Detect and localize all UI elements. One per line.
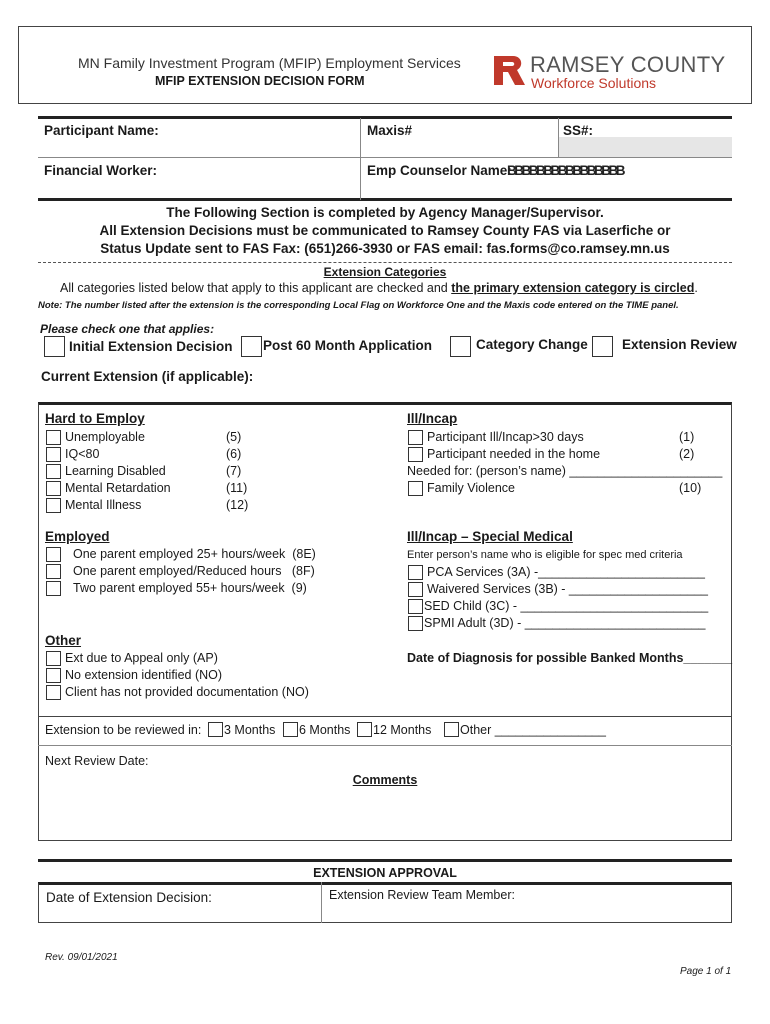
divider bbox=[360, 118, 361, 200]
ill-incap-30-code: (1) bbox=[679, 430, 695, 444]
appeal-label: Ext due to Appeal only (AP) bbox=[65, 651, 218, 665]
review-other-checkbox[interactable] bbox=[444, 722, 459, 737]
needed-home-checkbox[interactable] bbox=[408, 447, 423, 462]
divider bbox=[38, 745, 732, 746]
review-3-months-label: 3 Months bbox=[224, 723, 276, 737]
divider bbox=[38, 859, 732, 862]
next-review-date-field[interactable]: Next Review Date: bbox=[45, 754, 149, 768]
participant-name-label: Participant Name: bbox=[44, 123, 159, 138]
employed-25-label: One parent employed 25+ hours/week (8E) bbox=[73, 547, 316, 561]
needed-for-field[interactable]: Needed for: (person’s name) ______________________ bbox=[407, 464, 723, 478]
maxis-label: Maxis# bbox=[367, 123, 413, 138]
unemployable-checkbox[interactable] bbox=[46, 430, 61, 445]
spmi-adult-label[interactable]: SPMI Adult (3D) - __________________________ bbox=[424, 616, 706, 630]
family-violence-label: Family Violence bbox=[427, 481, 516, 495]
program-name: MN Family Investment Program (MFIP) Employment Services bbox=[78, 55, 461, 71]
ss-label: SS#: bbox=[563, 123, 594, 138]
appeal-checkbox[interactable] bbox=[46, 651, 61, 666]
comments-area[interactable] bbox=[39, 790, 731, 840]
extension-review-label: Extension Review bbox=[622, 337, 737, 352]
no-documentation-checkbox[interactable] bbox=[46, 685, 61, 700]
iq-code: (6) bbox=[226, 447, 242, 461]
categories-note: Note: The number listed after the extension is the corresponding Local Flag on Workforce One and the Maxis code entered on the TIME panel. bbox=[38, 300, 679, 311]
form-title: MFIP EXTENSION DECISION FORM bbox=[155, 74, 365, 88]
ramsey-logo-icon bbox=[493, 54, 527, 88]
current-extension-label: Current Extension (if applicable): bbox=[41, 369, 254, 384]
employed-55-label: Two parent employed 55+ hours/week (9) bbox=[73, 581, 307, 595]
initial-extension-checkbox[interactable] bbox=[44, 336, 65, 357]
category-change-label: Category Change bbox=[476, 337, 588, 352]
review-12-months-label: 12 Months bbox=[373, 723, 432, 737]
emp-counselor-value[interactable]: BBBBBBBBBBBBBBBB bbox=[507, 163, 623, 178]
employed-reduced-label: One parent employed/Reduced hours (8F) bbox=[73, 564, 315, 578]
mental-illness-checkbox[interactable] bbox=[46, 498, 61, 513]
sed-child-checkbox[interactable] bbox=[408, 599, 423, 614]
employed-25-checkbox[interactable] bbox=[46, 547, 61, 562]
instruction-end: . bbox=[694, 281, 698, 295]
page-number: Page 1 of 1 bbox=[680, 966, 732, 977]
post-60-month-checkbox[interactable] bbox=[241, 336, 262, 357]
extension-review-checkbox[interactable] bbox=[592, 336, 613, 357]
mental-retardation-checkbox[interactable] bbox=[46, 481, 61, 496]
waivered-services-label[interactable]: Waivered Services (3B) - ____________________ bbox=[427, 582, 708, 596]
post-60-month-label: Post 60 Month Application bbox=[263, 338, 433, 353]
diagnosis-date-field[interactable]: Date of Diagnosis for possible Banked Months_______ bbox=[407, 651, 733, 665]
instruction-text: All categories listed below that apply to this applicant are checked and bbox=[60, 281, 452, 295]
instruction-bold-text: the primary extension category is circled bbox=[451, 281, 695, 295]
agency-line-1: The Following Section is completed by Agency Manager/Supervisor. bbox=[166, 205, 604, 220]
no-documentation-label: Client has not provided documentation (NO) bbox=[65, 685, 309, 699]
learning-disabled-label: Learning Disabled bbox=[65, 464, 166, 478]
emp-counselor-label: Emp Counselor Name: bbox=[367, 163, 512, 178]
ss-shaded-field[interactable] bbox=[559, 137, 732, 157]
review-6-months-label: 6 Months bbox=[299, 723, 351, 737]
extension-decision-date-field[interactable]: Date of Extension Decision: bbox=[46, 890, 212, 905]
agency-line-3: Status Update sent to FAS Fax: (651)266-3930 or FAS email: fas.forms@co.ramsey.mn.us bbox=[100, 241, 670, 256]
no-extension-label: No extension identified (NO) bbox=[65, 668, 223, 682]
approval-title: EXTENSION APPROVAL bbox=[313, 866, 457, 880]
mental-retardation-label: Mental Retardation bbox=[65, 481, 171, 495]
categories-heading: Extension Categories bbox=[323, 265, 447, 279]
logo-main-text: RAMSEY COUNTY bbox=[530, 52, 726, 77]
other-title: Other bbox=[45, 633, 82, 648]
mental-illness-code: (12) bbox=[226, 498, 249, 512]
family-violence-code: (10) bbox=[679, 481, 702, 495]
review-label: Extension to be reviewed in: bbox=[45, 723, 202, 737]
no-extension-checkbox[interactable] bbox=[46, 668, 61, 683]
category-change-checkbox[interactable] bbox=[450, 336, 471, 357]
review-12-months-checkbox[interactable] bbox=[357, 722, 372, 737]
agency-line-2: All Extension Decisions must be communicated to Ramsey County FAS via Laserfiche or bbox=[99, 223, 671, 238]
review-team-member-field[interactable]: Extension Review Team Member: bbox=[329, 888, 515, 902]
ill-incap-30-checkbox[interactable] bbox=[408, 430, 423, 445]
unemployable-code: (5) bbox=[226, 430, 242, 444]
unemployable-label: Unemployable bbox=[65, 430, 145, 444]
initial-extension-label: Initial Extension Decision bbox=[69, 339, 233, 354]
divider bbox=[38, 157, 732, 158]
pca-services-label[interactable]: PCA Services (3A) -________________________ bbox=[427, 565, 705, 579]
financial-worker-label: Financial Worker: bbox=[44, 163, 158, 178]
logo-sub-text: Workforce Solutions bbox=[531, 75, 657, 91]
pca-services-checkbox[interactable] bbox=[408, 565, 423, 580]
review-6-months-checkbox[interactable] bbox=[283, 722, 298, 737]
dashed-divider bbox=[38, 262, 732, 263]
employed-title: Employed bbox=[45, 529, 110, 544]
divider bbox=[321, 882, 322, 923]
divider bbox=[38, 198, 732, 201]
comments-heading: Comments bbox=[352, 773, 418, 787]
ill-incap-title: Ill/Incap bbox=[407, 411, 458, 426]
sed-child-label[interactable]: SED Child (3C) - ___________________________ bbox=[424, 599, 709, 613]
learning-disabled-code: (7) bbox=[226, 464, 242, 478]
ill-incap-30-label: Participant Ill/Incap>30 days bbox=[427, 430, 584, 444]
check-one-label: Please check one that applies: bbox=[40, 322, 215, 336]
needed-home-label: Participant needed in the home bbox=[427, 447, 601, 461]
employed-reduced-checkbox[interactable] bbox=[46, 564, 61, 579]
iq-label: IQ<80 bbox=[65, 447, 100, 461]
mental-retardation-code: (11) bbox=[226, 481, 248, 495]
spmi-adult-checkbox[interactable] bbox=[408, 616, 423, 631]
family-violence-checkbox[interactable] bbox=[408, 481, 423, 496]
learning-disabled-checkbox[interactable] bbox=[46, 464, 61, 479]
hard-to-employ-title: Hard to Employ bbox=[45, 411, 145, 426]
review-3-months-checkbox[interactable] bbox=[208, 722, 223, 737]
review-other-label[interactable]: Other ________________ bbox=[460, 723, 606, 737]
waivered-services-checkbox[interactable] bbox=[408, 582, 423, 597]
categories-instruction bbox=[60, 281, 698, 295]
mental-illness-label: Mental Illness bbox=[65, 498, 142, 512]
divider bbox=[38, 116, 732, 119]
iq-checkbox[interactable] bbox=[46, 447, 61, 462]
employed-55-checkbox[interactable] bbox=[46, 581, 61, 596]
special-medical-title: Ill/Incap – Special Medical bbox=[407, 529, 573, 544]
needed-home-code: (2) bbox=[679, 447, 695, 461]
revision-date: Rev. 09/01/2021 bbox=[45, 952, 118, 963]
special-medical-intro: Enter person’s name who is eligible for spec med criteria bbox=[407, 549, 683, 561]
